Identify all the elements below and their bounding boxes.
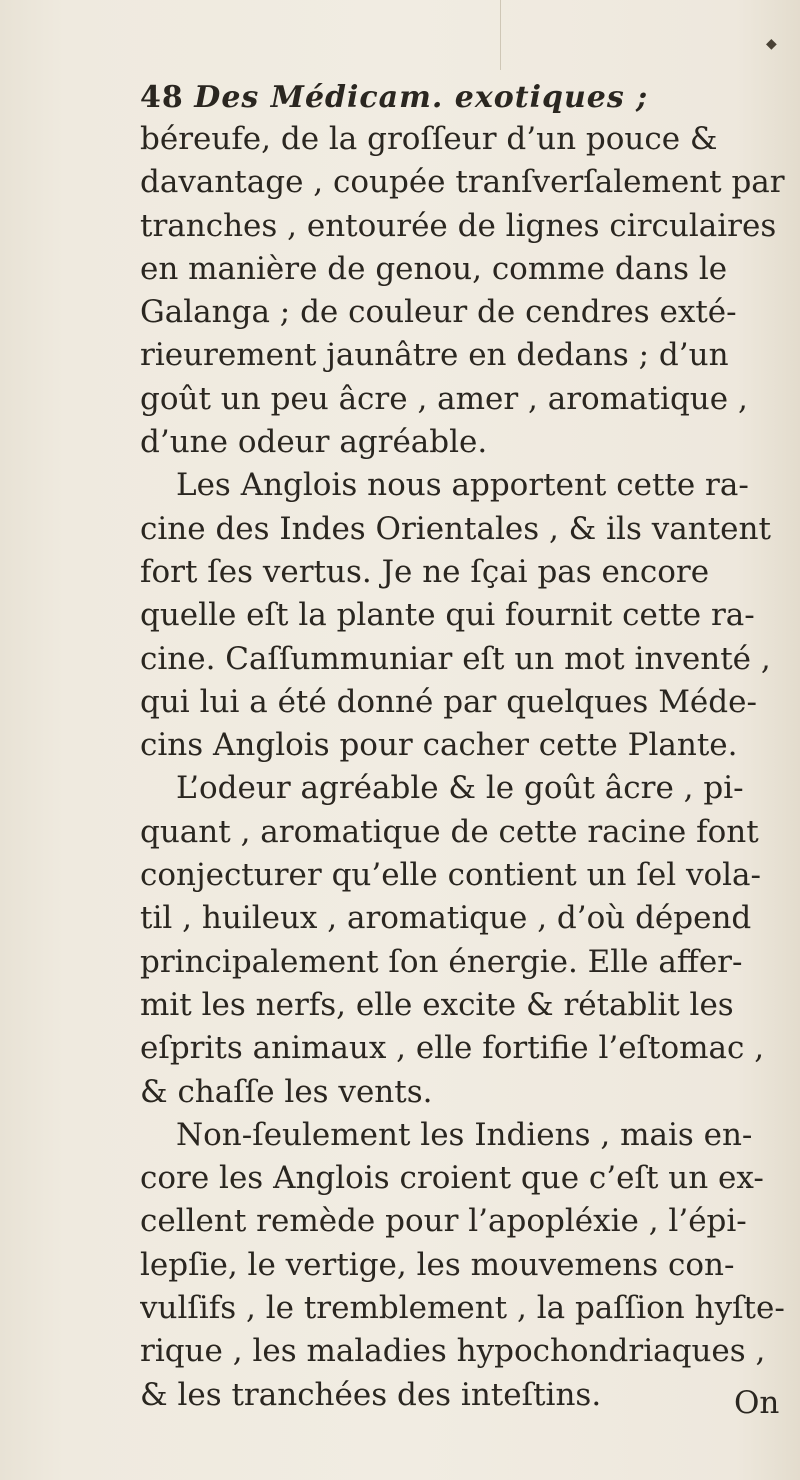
text-line: & les tranchées des inteſtins. xyxy=(140,1376,602,1413)
text-line: lepſie, le vertige, les mouvemens con- xyxy=(140,1246,735,1283)
paragraph-start-line: L’odeur agréable & le goût âcre , pi- xyxy=(176,770,744,807)
text-line: d’une odeur agréable. xyxy=(140,424,488,461)
text-line: core les Anglois croient que c’eſt un ex- xyxy=(140,1160,764,1197)
text-line: en manière de genou, comme dans le xyxy=(140,250,728,287)
text-line: qui lui a été donné par quelques Méde- xyxy=(140,683,757,720)
text-line: davantage , coupée tranſverſalement par xyxy=(140,164,785,201)
text-line: cine. Caſſummuniar eſt un mot inventé , xyxy=(140,640,771,677)
ink-spot-decoration: ◆ xyxy=(766,36,777,52)
text-line: béreufe, de la groſſeur d’un pouce & xyxy=(140,121,718,157)
text-line: principalement ſon énergie. Elle affer- xyxy=(140,943,743,980)
text-line: til , huileux , aromatique , d’où dépend xyxy=(140,900,752,937)
running-header xyxy=(140,80,780,115)
text-line: conjecturer qu’elle contient un ſel vola- xyxy=(140,857,762,894)
text-line: tranches , entourée de lignes circulaires xyxy=(140,207,777,244)
text-line: cine des Indes Orientales , & ils vantent xyxy=(140,510,771,547)
running-title: Des Médicam. exotiques ; xyxy=(194,80,649,115)
text-line: rique , les maladies hypochondriaques , xyxy=(140,1333,766,1370)
text-line: & chaſſe les vents. xyxy=(140,1073,433,1110)
text-line: quelle eſt la plante qui fournit cette ra- xyxy=(140,597,755,634)
text-line: cins Anglois pour cacher cette Plante. xyxy=(140,727,738,764)
text-line: Galanga ; de couleur de cendres exté- xyxy=(140,294,737,331)
body-text xyxy=(140,118,785,1417)
paragraph-start-line: Non-ſeulement les Indiens , mais en- xyxy=(176,1116,753,1153)
text-line: fort ſes vertus. Je ne ſçai pas encore xyxy=(140,553,710,590)
paragraph-start-line: Les Anglois nous apportent cette ra- xyxy=(176,467,749,504)
text-line: quant , aromatique de cette racine font xyxy=(140,813,759,850)
paper-crease xyxy=(500,0,501,70)
text-line: rieurement jaunâtre en dedans ; d’un xyxy=(140,337,729,374)
text-line: goût un peu âcre , amer , aromatique , xyxy=(140,380,748,417)
text-line: eſprits animaux , elle fortifie l’eſtomac , xyxy=(140,1030,765,1067)
text-line: cellent remède pour l’apopléxie , l’épi- xyxy=(140,1203,747,1240)
text-line: mit les nerfs, elle excite & rétablit les xyxy=(140,986,734,1023)
page-number: 48 xyxy=(140,80,184,115)
catchword: On xyxy=(734,1385,780,1421)
text-line: vulſifs , le tremblement , la paſſion hyſte- xyxy=(140,1290,785,1327)
